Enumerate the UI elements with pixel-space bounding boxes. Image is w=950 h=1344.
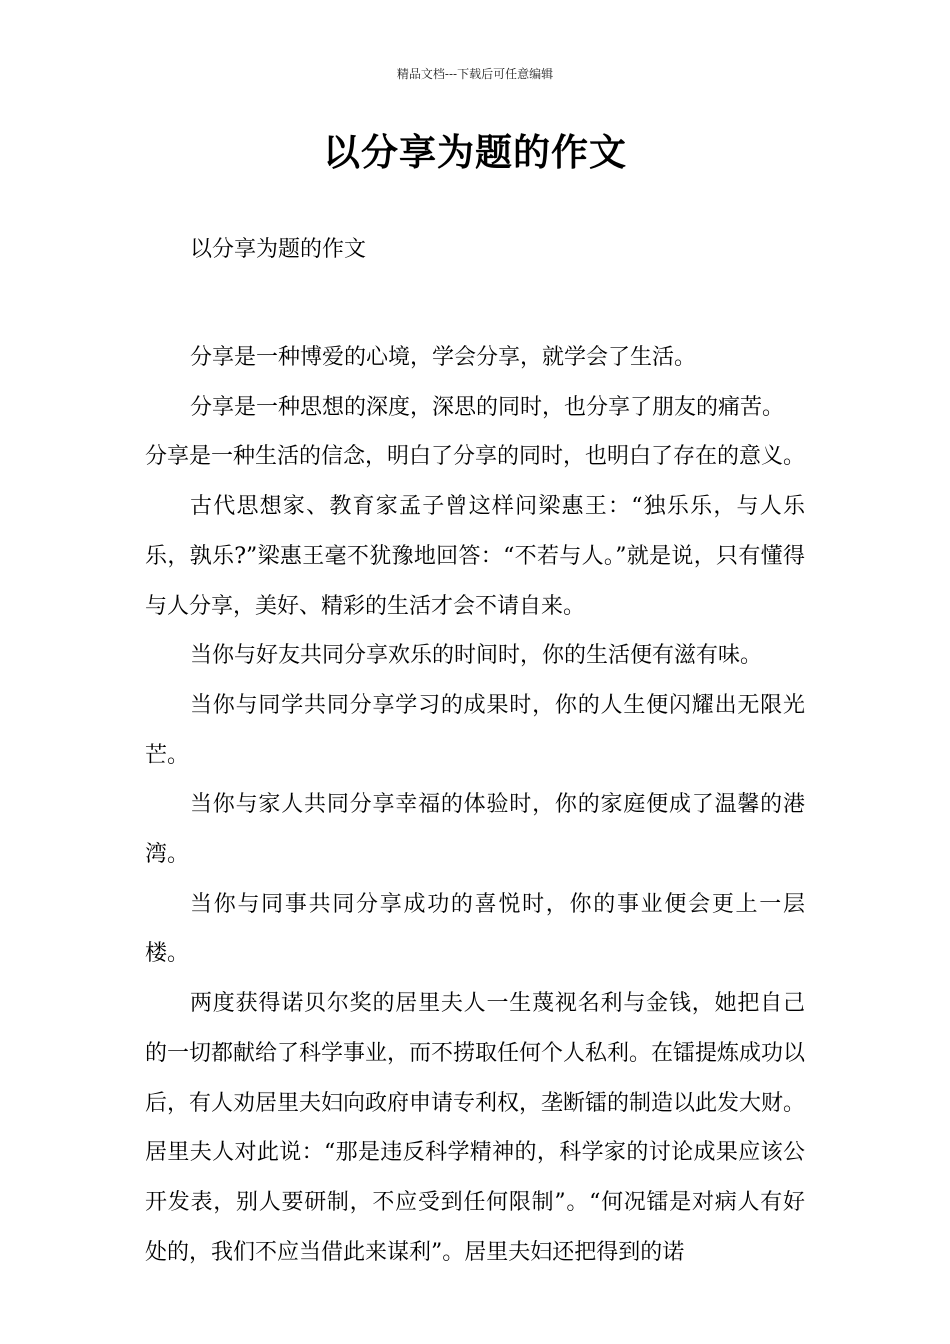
paragraph: 当你与好友共同分享欢乐的时间时，你的生活便有滋有味。 [190, 643, 763, 669]
paragraph: 当你与同事共同分享成功的喜悦时，你的事业便会更上一层楼。 [145, 891, 805, 967]
document-title: 以分享为题的作文 [323, 131, 627, 174]
paragraph: 当你与同学共同分享学习的成果时，你的人生便闪耀出无限光芒。 [145, 692, 805, 768]
paragraph: 古代思想家、教育家孟子曾这样问梁惠王：“独乐乐，与人乐乐，孰乐?”梁惠王毫不犹豫地回答：“不若与人。”就是说，只有懂得与人分享，美好、精彩的生活才会不请自来。 [145, 494, 805, 619]
paragraph: 分享是一种生活的信念，明白了分享的同时，也明白了存在的意义。 [145, 444, 806, 470]
header-note: 精品文档---下载后可任意编辑 [396, 67, 554, 81]
paragraph: 分享是一种思想的深度，深思的同时，也分享了朋友的痛苦。 [190, 394, 785, 420]
document-body [145, 333, 805, 1277]
document-subtitle: 以分享为题的作文 [190, 237, 367, 262]
paragraph: 两度获得诺贝尔奖的居里夫人一生蔑视名利与金钱，她把自己的一切都献给了科学事业，而不捞取任何个人私利。在镭提炼成功以后，有人劝居里夫妇向政府申请专利权，垄断镭的制造以此发大财。居里夫人对此说：“那是违反科学精神的，科学家的讨论成果应该公开发表，别人要研制，不应受到任何限制”。“何况镭是对病人有好处的，我们不应当借此来谋利”。居里夫妇还把得到的诺 [145, 991, 806, 1265]
paragraph: 当你与家人共同分享幸福的体验时，你的家庭便成了温馨的港湾。 [145, 792, 805, 868]
paragraph: 分享是一种博爱的心境，学会分享，就学会了生活。 [190, 345, 697, 370]
